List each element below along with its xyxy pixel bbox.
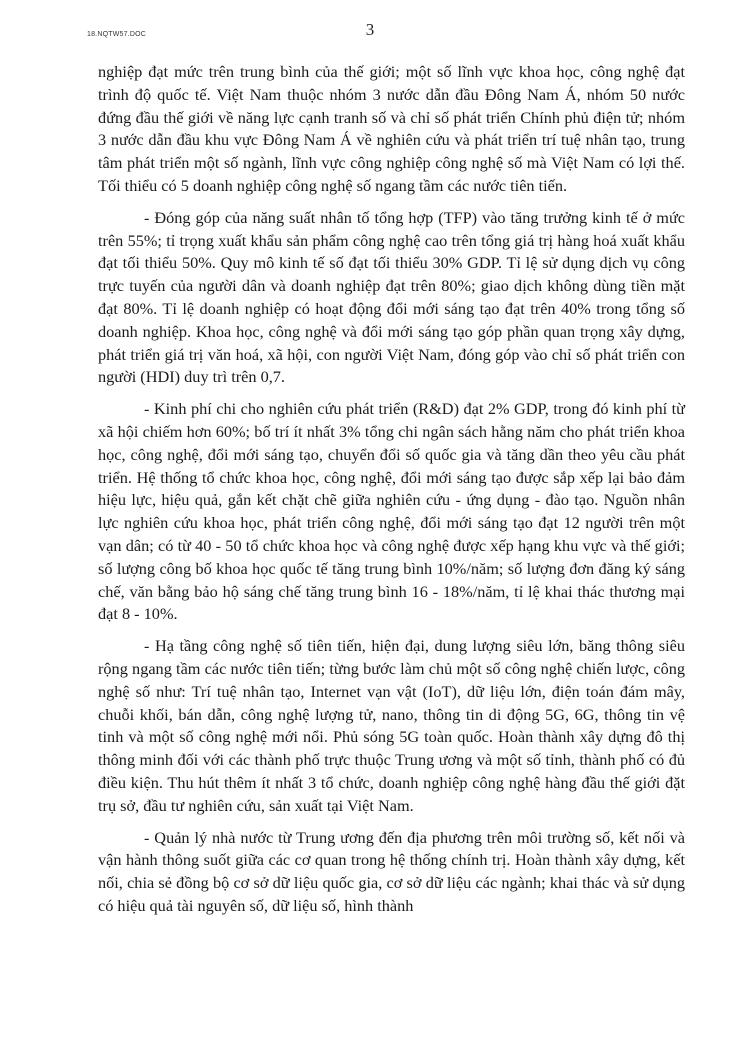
paragraph-state-management: - Quản lý nhà nước từ Trung ương đến địa phương trên môi trường số, kết nối và vận hành thông suốt giữa các cơ quan trong hệ thống chính trị. Hoàn thành xây dựng, kết nối, chia sẻ đồng bộ cơ sở dữ liệu quốc gia, cơ sở dữ liệu các ngành; khai thác và sử dụng có hiệu quả tài nguyên số, dữ liệu số, hình thành: [98, 827, 685, 915]
document-code: 18.NQTW57.DOC: [87, 31, 146, 38]
paragraph-continuation: nghiệp đạt mức trên trung bình của thế giới; một số lĩnh vực khoa học, công nghệ đạt trình độ quốc tế. Việt Nam thuộc nhóm 3 nước dẫn đầu Đông Nam Á, nhóm 50 nước đứng đầu thế giới về năng lực cạnh tranh số và chỉ số phát triển Chính phủ điện tử; nhóm 3 nước dẫn đầu khu vực Đông Nam Á về nghiên cứu và phát triển trí tuệ nhân tạo, trung tâm phát triển một số ngành, lĩnh vực công nghiệp công nghệ số mà Việt Nam có lợi thế. Tối thiểu có 5 doanh nghiệp công nghệ số ngang tầm các nước tiên tiến.: [98, 62, 685, 195]
document-body: [98, 61, 685, 918]
paragraph-digital-infrastructure: - Hạ tầng công nghệ số tiên tiến, hiện đại, dung lượng siêu lớn, băng thông siêu rộng ngang tầm các nước tiên tiến; từng bước làm chủ một số công nghệ chiến lược, công nghệ số như: Trí tuệ nhân tạo, Internet vạn vật (IoT), dữ liệu lớn, điện toán đám mây, chuỗi khối, bán dẫn, công nghệ lượng tử, nano, thông tin di động 5G, 6G, thông tin vệ tinh và một số công nghệ mới nổi. Phủ sóng 5G toàn quốc. Hoàn thành xây dựng đô thị thông minh đối với các thành phố trực thuộc Trung ương và một số tỉnh, thành phố có đủ điều kiện. Thu hút thêm ít nhất 3 tổ chức, doanh nghiệp công nghệ hàng đầu thế giới đặt trụ sở, đầu tư nghiên cứu, sản xuất tại Việt Nam.: [98, 636, 685, 815]
paragraph-rnd-funding: - Kinh phí chi cho nghiên cứu phát triển (R&D) đạt 2% GDP, trong đó kinh phí từ xã hội chiếm hơn 60%; bố trí ít nhất 3% tổng chi ngân sách hằng năm cho phát triển khoa học, công nghệ, đổi mới sáng tạo, chuyển đổi số quốc gia và tăng dần theo yêu cầu phát triển. Hệ thống tổ chức khoa học, công nghệ, đổi mới sáng tạo được sắp xếp lại bảo đảm hiệu lực, hiệu quả, gắn kết chặt chẽ giữa nghiên cứu - ứng dụng - đào tạo. Nguồn nhân lực nghiên cứu khoa học, phát triển công nghệ, đổi mới sáng tạo đạt 12 người trên một vạn dân; có từ 40 - 50 tổ chức khoa học và công nghệ được xếp hạng khu vực và thế giới; số lượng công bố khoa học quốc tế tăng trung bình 10%/năm; số lượng đơn đăng ký sáng chế, văn bằng bảo hộ sáng chế tăng trung bình 16 - 18%/năm, tỉ lệ khai thác thương mại đạt 8 - 10%.: [98, 399, 685, 624]
paragraph-tfp-targets: - Đóng góp của năng suất nhân tố tổng hợp (TFP) vào tăng trưởng kinh tế ở mức trên 55%; tỉ trọng xuất khẩu sản phẩm công nghệ cao trên tổng giá trị hàng hoá xuất khẩu đạt tối thiểu 50%. Quy mô kinh tế số đạt tối thiểu 30% GDP. Tỉ lệ sử dụng dịch vụ công trực tuyến của người dân và doanh nghiệp đạt trên 80%; giao dịch không dùng tiền mặt đạt 80%. Tỉ lệ doanh nghiệp có hoạt động đổi mới sáng tạo đạt trên 40% trong tổng số doanh nghiệp. Khoa học, công nghệ và đổi mới sáng tạo góp phần quan trọng xây dựng, phát triển giá trị văn hoá, xã hội, con người Việt Nam, đóng góp vào chỉ số phát triển con người (HDI) duy trì trên 0,7.: [98, 207, 685, 387]
page-number: 3: [365, 20, 375, 39]
